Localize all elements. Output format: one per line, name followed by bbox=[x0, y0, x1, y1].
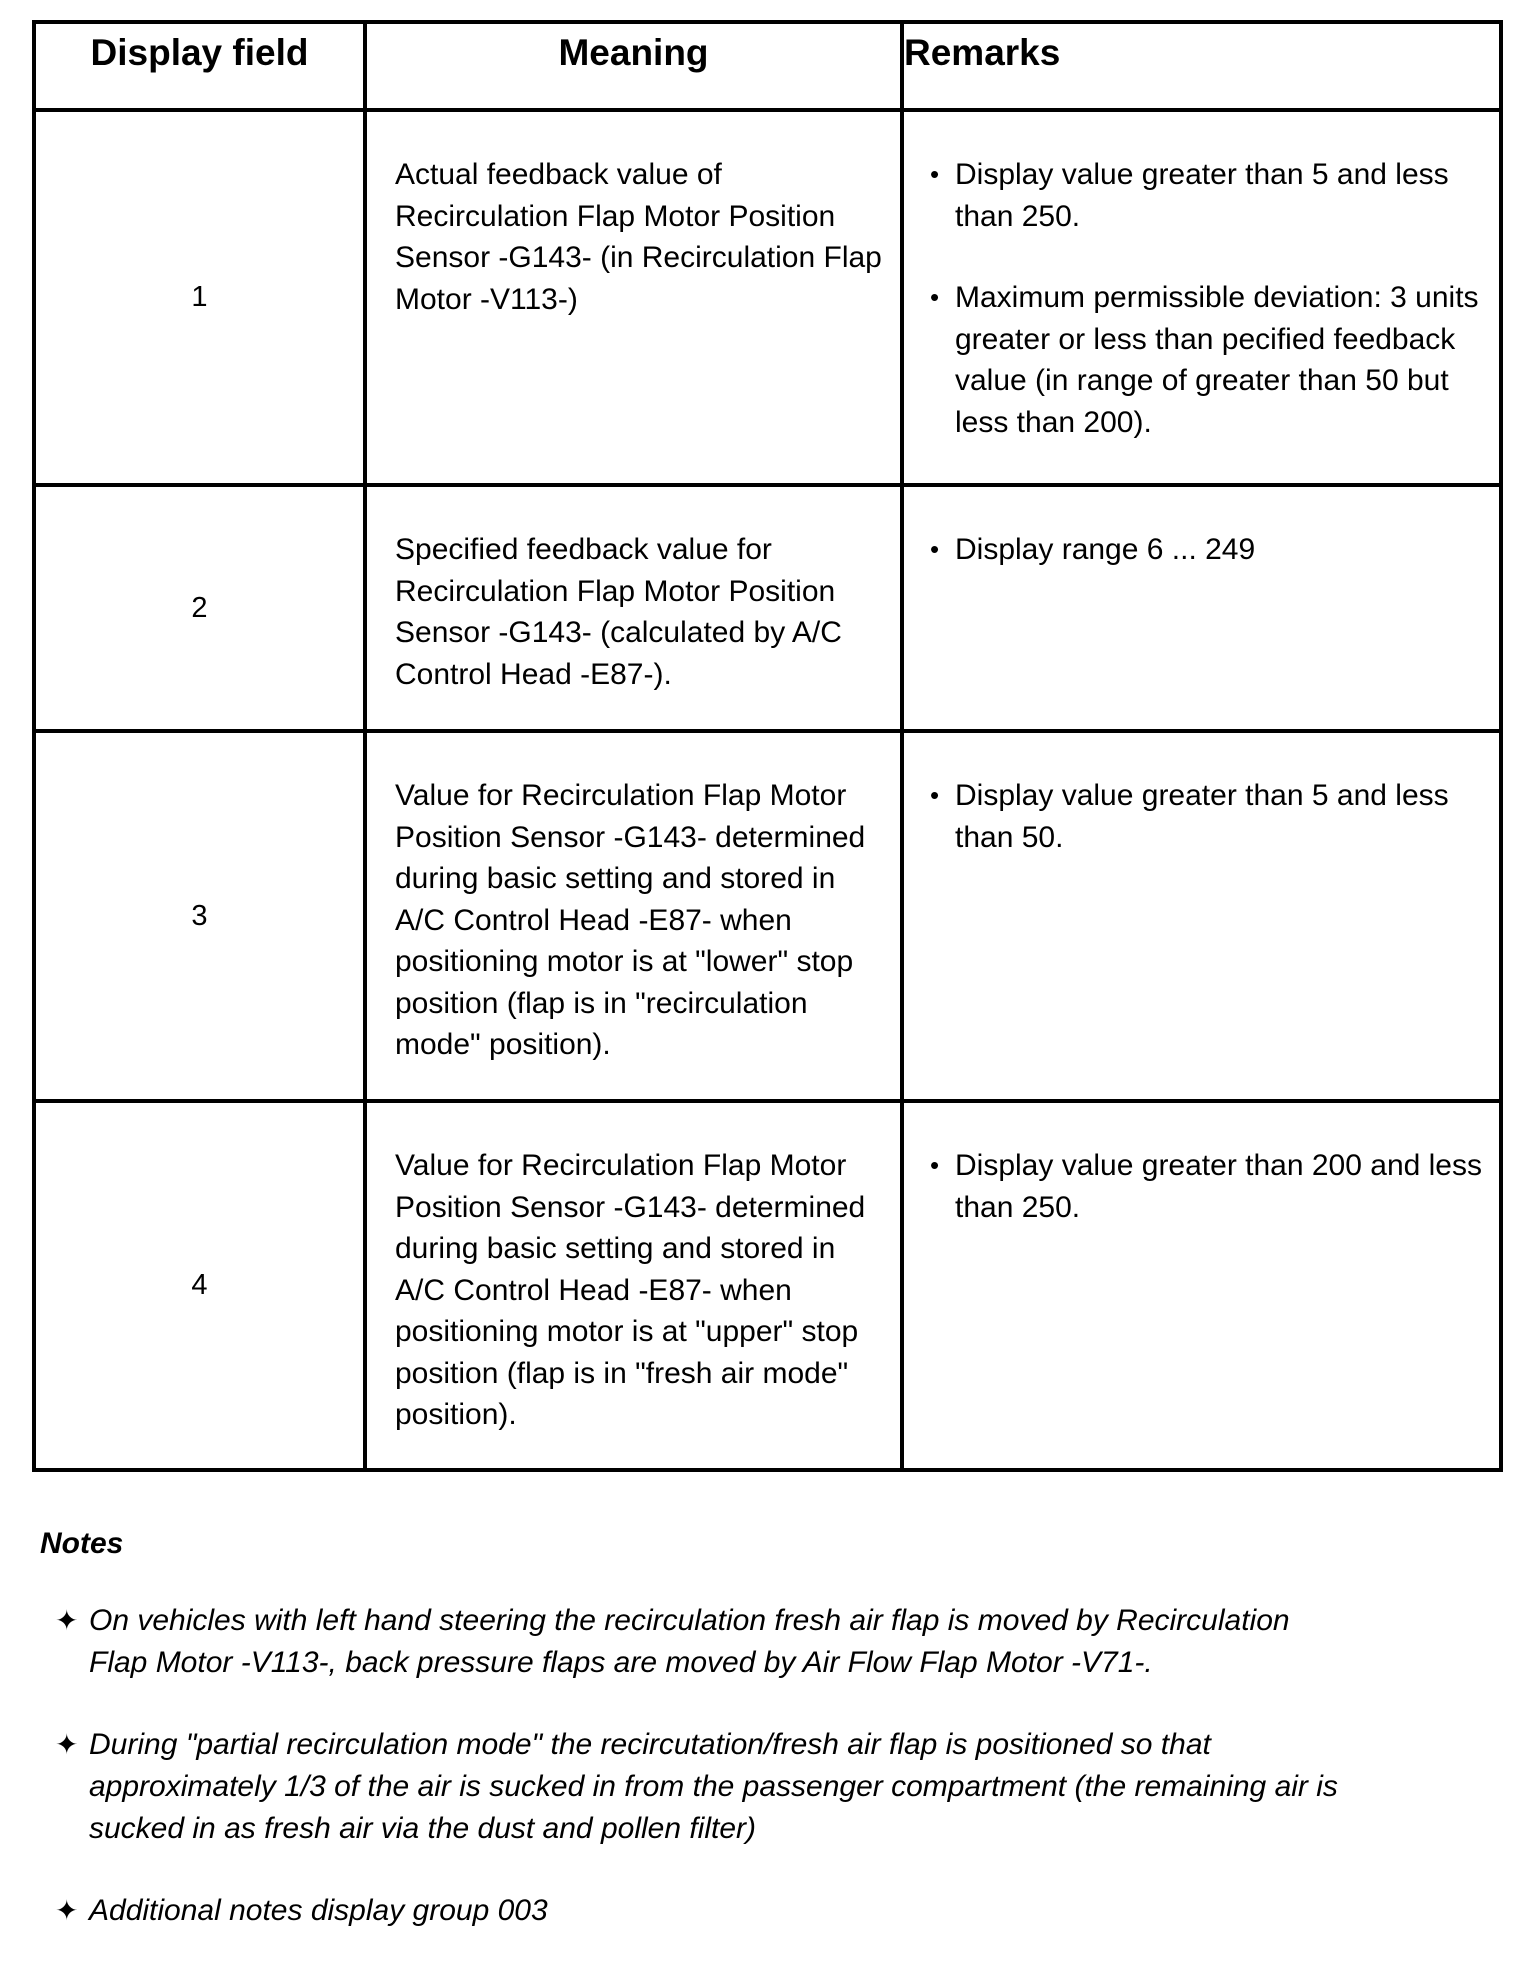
remark-text: Display value greater than 5 and less than 250. bbox=[955, 158, 1449, 233]
note-text: Additional notes display group 003 bbox=[89, 1894, 548, 1927]
display-field-cell: 2 bbox=[34, 485, 365, 731]
note-item bbox=[55, 1600, 1355, 1684]
remarks-list bbox=[930, 1145, 1489, 1228]
display-field-cell: 1 bbox=[34, 110, 365, 485]
display-field-table bbox=[32, 20, 1503, 1472]
display-field-cell: 4 bbox=[34, 1101, 365, 1470]
remark-text: Display value greater than 5 and less than 50. bbox=[955, 779, 1449, 854]
header-display-field: Display field bbox=[34, 22, 365, 110]
remark-item bbox=[930, 277, 1489, 443]
note-item bbox=[55, 1890, 1355, 1932]
meaning-cell: Specified feedback value for Recirculation Flap Motor Position Sensor -G143- (calculated by A/C Control Head -E87-). bbox=[365, 485, 902, 731]
remark-item bbox=[930, 1145, 1489, 1228]
bullet-dot-icon: • bbox=[930, 282, 940, 312]
remark-item bbox=[930, 154, 1489, 237]
remarks-list bbox=[930, 154, 1489, 443]
remark-text: Display range 6 ... 249 bbox=[955, 533, 1256, 566]
meaning-cell: Value for Recirculation Flap Motor Position Sensor -G143- determined during basic setting and stored in A/C Control Head -E87- when positioning motor is at "lower" stop position (flap is in "recirculation mode" position). bbox=[365, 731, 902, 1101]
bullet-dot-icon: • bbox=[930, 780, 940, 810]
remarks-cell bbox=[902, 731, 1501, 1101]
diamond-bullet-icon: ✦ bbox=[55, 1729, 79, 1760]
bullet-dot-icon: • bbox=[930, 159, 940, 189]
meaning-cell: Actual feedback value of Recirculation Flap Motor Position Sensor -G143- (in Recirculation Flap Motor -V113-) bbox=[365, 110, 902, 485]
remark-text: Maximum permissible deviation: 3 units greater or less than pecified feedback value (in range of greater than 50 but less than 200). bbox=[955, 281, 1479, 439]
note-text: During "partial recirculation mode" the recircutation/fresh air flap is positioned so that approximately 1/3 of the air is sucked in from the passenger compartment (the remaining air is sucked in as fresh air via the dust and pollen filter) bbox=[89, 1728, 1338, 1845]
diamond-bullet-icon: ✦ bbox=[55, 1895, 79, 1926]
table-row bbox=[34, 1101, 1501, 1470]
header-meaning: Meaning bbox=[365, 22, 902, 110]
remark-item bbox=[930, 775, 1489, 858]
table-row bbox=[34, 485, 1501, 731]
remarks-cell bbox=[902, 110, 1501, 485]
table-row bbox=[34, 110, 1501, 485]
note-item bbox=[55, 1724, 1355, 1850]
table-row bbox=[34, 731, 1501, 1101]
remarks-list bbox=[930, 775, 1489, 858]
remark-text: Display value greater than 200 and less than 250. bbox=[955, 1149, 1482, 1224]
note-text: On vehicles with left hand steering the recirculation fresh air flap is moved by Recirculation Flap Motor -V113-, back pressure flaps are moved by Air Flow Flap Motor -V71-. bbox=[89, 1604, 1290, 1679]
display-field-cell: 3 bbox=[34, 731, 365, 1101]
remarks-list bbox=[930, 529, 1489, 571]
remarks-cell bbox=[902, 1101, 1501, 1470]
table-header-row bbox=[34, 22, 1501, 110]
meaning-cell: Value for Recirculation Flap Motor Position Sensor -G143- determined during basic setting and stored in A/C Control Head -E87- when positioning motor is at "upper" stop position (flap is in "fresh air mode" position). bbox=[365, 1101, 902, 1470]
notes-title: Notes bbox=[40, 1527, 124, 1560]
header-remarks: Remarks bbox=[902, 22, 1501, 110]
remark-item bbox=[930, 529, 1489, 571]
bullet-dot-icon: • bbox=[930, 534, 940, 564]
bullet-dot-icon: • bbox=[930, 1150, 940, 1180]
remarks-cell bbox=[902, 485, 1501, 731]
diamond-bullet-icon: ✦ bbox=[55, 1605, 79, 1636]
notes-list bbox=[55, 1600, 1355, 1972]
